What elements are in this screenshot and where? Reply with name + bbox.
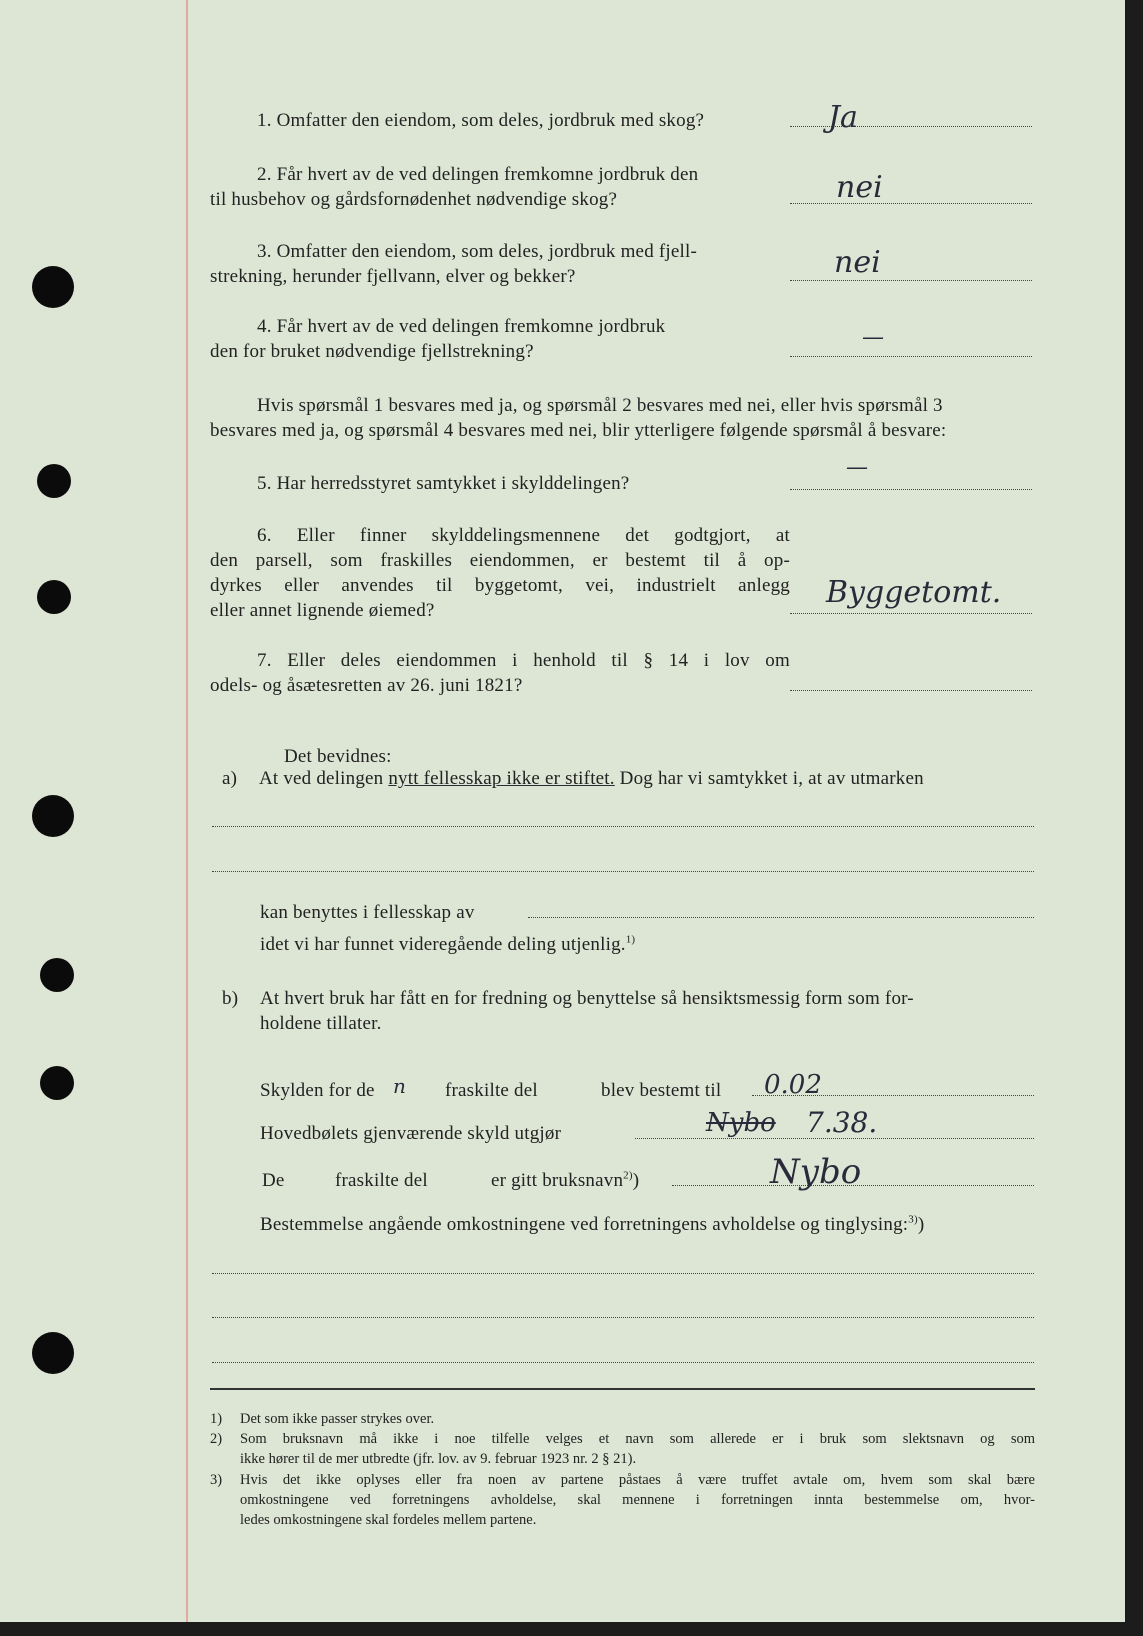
assessment-label-3c: er gitt bruksnavn$^{2)}$) (491, 1169, 640, 1191)
punch-hole (32, 795, 74, 837)
footnote-2-line-1: Som bruksnavn må ikke i noe tilfelle velges et navn som allerede er i bruk som slektsnavn og som (240, 1431, 1035, 1447)
footnote-2-mark: 2) (210, 1431, 223, 1447)
footnote-3-line-1: Hvis det ikke oplyses eller fra noen av partene påstaes å være truffet avtale om, hvem som skal bære (240, 1472, 1035, 1488)
answer-line (790, 203, 1032, 204)
question-5: 5. Har herredsstyret samtykket i skylddelingen? (257, 473, 630, 494)
reason-text: idet vi har funnet videregående deling utjenlig.$^{1)}$ (260, 933, 636, 955)
footnote-3-line-2: omkostningene ved forretningens avholdelse, skal mennene i forretningen innta bestemmelse om, hvor- (240, 1492, 1035, 1508)
blank-line (212, 826, 1034, 827)
footnote-2-line-2: ikke hører til de mer utbredte (jfr. lov. av 9. februar 1923 nr. 2 § 21). (240, 1451, 637, 1467)
question-1: 1. Omfatter den eiendom, som deles, jordbruk med skog? (257, 110, 705, 131)
attest-heading: Det bevidnes: (284, 746, 392, 767)
underlined-phrase: nytt fellesskap ikke er stiftet. (388, 768, 615, 789)
question-6-line-2: den parsell, som fraskilles eiendommen, er bestemt til å op- (210, 550, 790, 571)
blank-line (212, 1317, 1034, 1318)
clause-b-marker: b) (222, 988, 239, 1009)
margin-line (186, 0, 188, 1622)
question-4-line-2: den for bruket nødvendige fjellstrekning? (210, 341, 534, 362)
answer-line (790, 690, 1032, 691)
answer-line (790, 126, 1032, 127)
struck-value: Nybo (706, 1108, 776, 1138)
clause-b-line-2: holdene tillater. (260, 1013, 382, 1034)
answer-line (790, 356, 1032, 357)
punch-hole (37, 464, 71, 498)
blank-line (212, 871, 1034, 872)
punch-hole (32, 1332, 74, 1374)
footnote-1-mark: 1) (210, 1411, 223, 1427)
answer-line (790, 280, 1032, 281)
blank-line (212, 1273, 1034, 1274)
conditional-line-2: besvares med ja, og spørsmål 4 besvares med nei, blir ytterligere følgende spørsmål å besvare: (210, 420, 947, 441)
punch-hole (37, 580, 71, 614)
answer-2: nei (836, 170, 883, 205)
footnote-3-mark: 3) (210, 1472, 223, 1488)
answer-3: nei (834, 245, 881, 280)
answer-4: — (862, 325, 884, 350)
assessment-hand-suffix: n (393, 1074, 406, 1098)
question-6-line-3: dyrkes eller anvendes til byggetomt, vei, industrielt anlegg (210, 575, 790, 596)
answer-line (790, 489, 1032, 490)
assessment-label-1c: blev bestemt til (601, 1080, 722, 1101)
question-6-line-4: eller annet lignende øiemed? (210, 600, 435, 621)
question-2-line-1: 2. Får hvert av de ved delingen fremkomne jordbruk den (257, 164, 699, 185)
question-7-line-2: odels- og åsætesretten av 26. juni 1821? (210, 675, 523, 696)
common-use-label: kan benyttes i fellesskap av (260, 902, 475, 923)
blank-line (212, 1362, 1034, 1363)
footnote-separator (210, 1388, 1035, 1390)
conditional-line-1: Hvis spørsmål 1 besvares med ja, og spørsmål 2 besvares med nei, eller hvis spørsmål 3 (257, 395, 943, 416)
assessment-label-3b: fraskilte del (335, 1170, 428, 1191)
question-4-line-1: 4. Får hvert av de ved delingen fremkomne jordbruk (257, 316, 666, 337)
assessment-label-2: Hovedbølets gjenværende skyld utgjør (260, 1123, 562, 1144)
question-2-line-2: til husbehov og gårdsfornødenhet nødvendige skog? (210, 189, 618, 210)
blank-line (528, 917, 1034, 918)
answer-line (790, 613, 1032, 614)
answer-6: Byggetomt. (826, 575, 1002, 610)
punch-hole (40, 958, 74, 992)
assessment-value-1: 0.02 (764, 1070, 822, 1100)
question-7-line-1: 7. Eller deles eiendommen i henhold til § 14 i lov om (257, 650, 790, 671)
clause-a-marker: a) (222, 768, 238, 789)
question-3-line-2: strekning, herunder fjellvann, elver og bekker? (210, 266, 576, 287)
assessment-label-3a: De (262, 1170, 285, 1191)
costs-label: Bestemmelse angående omkostningene ved forretningens avholdelse og tinglysing:$^{3)}$) (260, 1213, 925, 1235)
assessment-label-1b: fraskilte del (445, 1080, 538, 1101)
clause-a-text: At ved delingen nytt fellesskap ikke er stiftet. Dog har vi samtykket i, at av utmarken (259, 768, 924, 789)
answer-1: Ja (828, 100, 858, 135)
footnote-1-text: Det som ikke passer strykes over. (240, 1411, 435, 1427)
punch-hole (32, 266, 74, 308)
footnote-3-line-3: ledes omkostningene skal fordeles mellem partene. (240, 1512, 537, 1528)
question-3-line-1: 3. Omfatter den eiendom, som deles, jordbruk med fjell- (257, 241, 697, 262)
assessment-label-1a: Skylden for de (260, 1080, 375, 1101)
assessment-value-2: 7.38. (806, 1106, 878, 1139)
question-6-line-1: 6. Eller finner skylddelingsmennene det godtgjort, at (257, 525, 790, 546)
clause-b-line-1: At hvert bruk har fått en for fredning og benyttelse så hensiktsmessig form som for- (260, 988, 914, 1009)
answer-5: — (846, 455, 868, 480)
punch-hole (40, 1066, 74, 1100)
assessment-value-3: Nybo (770, 1152, 862, 1192)
